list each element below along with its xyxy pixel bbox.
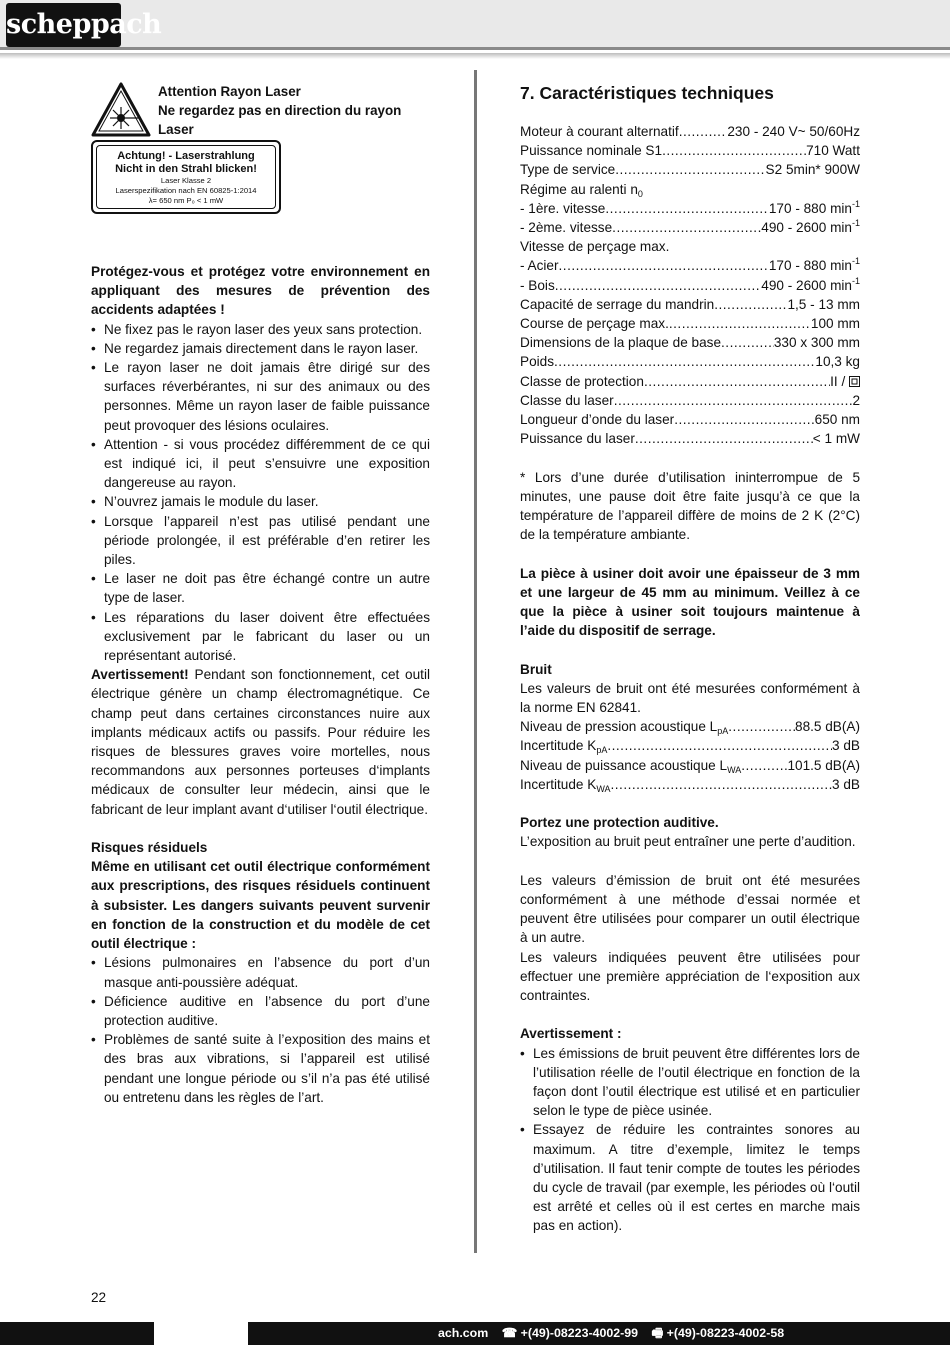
emission-text: Les valeurs indiquées peuvent être utilisées pour effectuer une première appréciation de l‘exposition aux contraintes. — [520, 949, 860, 1004]
noise-values — [520, 717, 860, 794]
noise-intro: Les valeurs de bruit ont été mesurées conformément à la norme EN 62841. — [520, 680, 860, 716]
list-item: • Le laser ne doit pas être échangé contre un autre type de laser. — [91, 569, 430, 607]
page-number: 22 — [91, 1290, 107, 1305]
left-column — [91, 82, 430, 1107]
spec-row: Dimensions de la plaque de base ..... 330 x 300 mm — [520, 333, 860, 352]
noise-warning-title: Avertissement : — [520, 1026, 622, 1042]
laser-warning-block — [91, 82, 430, 262]
column-divider — [474, 70, 477, 1253]
residual-risks-list — [91, 953, 430, 1107]
spec-row: Capacité de serrage du mandrin ..... 1,5 - 13 mm — [520, 295, 860, 314]
list-item: • Ne fixez pas le rayon laser des yeux sans protection. — [91, 320, 430, 339]
right-column — [520, 82, 860, 1236]
list-item: • Ne regardez jamais directement dans le rayon laser. — [91, 339, 430, 358]
residual-risks-title: Risques résiduels — [91, 840, 208, 856]
label-line: Laser Klasse 2 — [160, 176, 212, 185]
spec-row: Niveau de puissance acoustique $L_{WA}$ ..... 101.5 dB(A) — [520, 756, 860, 775]
residual-risks-intro: Même en utilisant cet outil électrique conformément aux prescriptions, des risques résiduels continuent à subsister. Les dangers suivants peuvent survenir en fonction de la construction et du modèle de cet outil électrique : — [91, 859, 430, 952]
label-line: Achtung! - Laserstrahlung — [117, 150, 255, 162]
label-line: Nicht in den Strahl blicken! — [115, 163, 257, 175]
spec-row: - Acier ..... 170 - 880 $\min^{-1}$ — [520, 256, 860, 275]
spec-row: Classe de protection ..... II / — [520, 372, 860, 391]
spec-row: - 2ème. vitesse ..... 490 - 2600 $\min^{-1}$ — [520, 218, 860, 237]
footer-phone: ☎ +(49)-08223-4002-99 — [501, 1326, 639, 1340]
hearing-protection-title: Portez une protection auditive. — [520, 815, 719, 831]
spec-row: Course de perçage max. ..... 100 mm — [520, 314, 860, 333]
list-item: • Lorsque l’appareil n’est pas utilisé pendant une période prolongée, il est préférable d’en retirer les piles. — [91, 512, 430, 570]
spec-row: - 1ère. vitesse ..... 170 - 880 $\min^{-1}$ — [520, 199, 860, 218]
hearing-protection-text: L’exposition au bruit peut entraîner une perte d’audition. — [520, 834, 856, 850]
spec-row: Régime au ralenti $n_0$ — [520, 181, 643, 199]
duty-footnote: * Lors d’une durée d’utilisation ininterrompue de 5 minutes, une pause doit être faite jusqu’à ce que la température de l’appareil diffère de moins de 2 K (2°C) de la température ambiante. — [520, 469, 860, 543]
spec-row: Longueur d’onde du laser ..... 650 nm — [520, 410, 860, 429]
noise-warning-list — [520, 1044, 860, 1236]
list-item: • Essayez de réduire les contraintes sonores au maximum. A titre d’exemple, limitez le temps d’utilisation. Il faut tenir compte de toutes les périodes du cycle de travail (par exemple, les périodes où l‘outil est arrêté et celles où il est certes en marche mais pas en action). — [520, 1120, 860, 1235]
list-item: • Les réparations du laser doivent être effectuées exclusivement par le fabricant du laser ou un représentant autorisé. — [91, 608, 430, 666]
page-header — [0, 0, 950, 50]
laser-class-label — [91, 140, 281, 214]
safety-intro: Protégez-vous et protégez votre environnement en appliquant des mesures de prévention des accidents adaptées ! — [91, 264, 430, 318]
spec-row: Puissance du laser ..... < 1 mW — [520, 429, 860, 448]
section-title: 7. Caractéristiques techniques — [520, 83, 774, 103]
scheppach-logo: scheppach — [6, 3, 121, 47]
noise-title: Bruit — [520, 661, 552, 677]
label-line: λ= 650 nm P₀ < 1 mW — [148, 196, 224, 205]
spec-row: Type de service ..... S2 5min* 900W — [520, 160, 860, 179]
list-item: • Lésions pulmonaires en l’absence du port d’un masque anti-poussière adéquat. — [91, 953, 430, 991]
laser-warning-title: Attention Rayon Laser Ne regardez pas en direction du rayon Laser — [158, 84, 402, 137]
spec-row: Moteur à courant alternatif ..... 230 - 240 V~ 50/60Hz — [520, 122, 860, 141]
list-item: • Attention - si vous procédez différemment de ce qui est indiqué ici, il peut s’ensuivre une exposition dangereuse au rayon. — [91, 435, 430, 493]
emf-warning: Avertissement! Pendant son fonctionnement, cet outil électrique génère un champ électromagnétique. Ce champ peut dans certaines circonstances nuire aux implants médicaux actifs ou passifs. Pour réduire les risques de blessures graves voire mortelles, nous recommandons aux personnes porteuses d‘implants médicaux de consulter leur médecin, ainsi que le fabricant de leur implant avant d‘utiliser l‘outil électrique. — [91, 667, 430, 817]
spec-row: - Bois ..... 490 - 2600 $\min^{-1}$ — [520, 276, 860, 295]
header-shadow — [0, 53, 950, 59]
label-line: Laserspezifikation nach EN 60825-1:2014 — [115, 186, 257, 195]
list-item: • Les émissions de bruit peuvent être différentes lors de l’utilisation réelle de l’outil électrique en fonction de la façon dont l’outil électrique est utilisé et en particulier selon le type de pièce usinée. — [520, 1044, 860, 1121]
spec-list — [520, 122, 860, 448]
footer-fax: 🖷 +(49)-08223-4002-58 — [651, 1326, 785, 1340]
spec-row: Poids ..... 10,3 kg — [520, 352, 860, 371]
spec-row: Puissance nominale S1 ..... 710 Watt — [520, 141, 860, 160]
workpiece-note: La pièce à usiner doit avoir une épaisseur de 3 mm et une largeur de 45 mm au minimum. Veillez à ce que la pièce à usiner soit toujours maintenue à l’aide du dispositif de serrage. — [520, 565, 860, 639]
footer-website: ach.com — [438, 1326, 489, 1340]
list-item: • N’ouvrez jamais le module du laser. — [91, 492, 430, 511]
page-footer — [0, 1322, 950, 1345]
double-insulation-icon — [849, 376, 860, 387]
laser-warning-icon — [91, 82, 151, 138]
spec-row: Incertitude $K_{WA}$ ..... 3 dB — [520, 775, 860, 794]
spec-row: Vitesse de perçage max. — [520, 239, 670, 255]
list-item: • Le rayon laser ne doit jamais être dirigé sur des surfaces réverbérantes, ni sur des animaux ou des personnes. Même un rayon laser de faible puissance peut provoquer des lésions oculaires. — [91, 358, 430, 435]
list-item: • Problèmes de santé suite à l’exposition des mains et des bras aux vibrations, si l’appareil est utilisé pendant une longue période ou s’il n’a pas été utilisé ou entretenu dans les règles de l’art. — [91, 1030, 430, 1107]
spec-row: Incertitude $K_{pA}$ ..... 3 dB — [520, 736, 860, 755]
list-item: • Déficience auditive en l’absence du port d’une protection auditive. — [91, 992, 430, 1030]
spec-row: Niveau de pression acoustique $L_{pA}$ ..... 88.5 dB(A) — [520, 717, 860, 736]
emission-text: Les valeurs d’émission de bruit ont été mesurées conformément à une méthode d’essai normée et peuvent être utilisées pour comparer un outil électrique à un autre. — [520, 872, 860, 946]
spec-row: Classe du laser ..... 2 — [520, 391, 860, 410]
laser-safety-list — [91, 320, 430, 666]
